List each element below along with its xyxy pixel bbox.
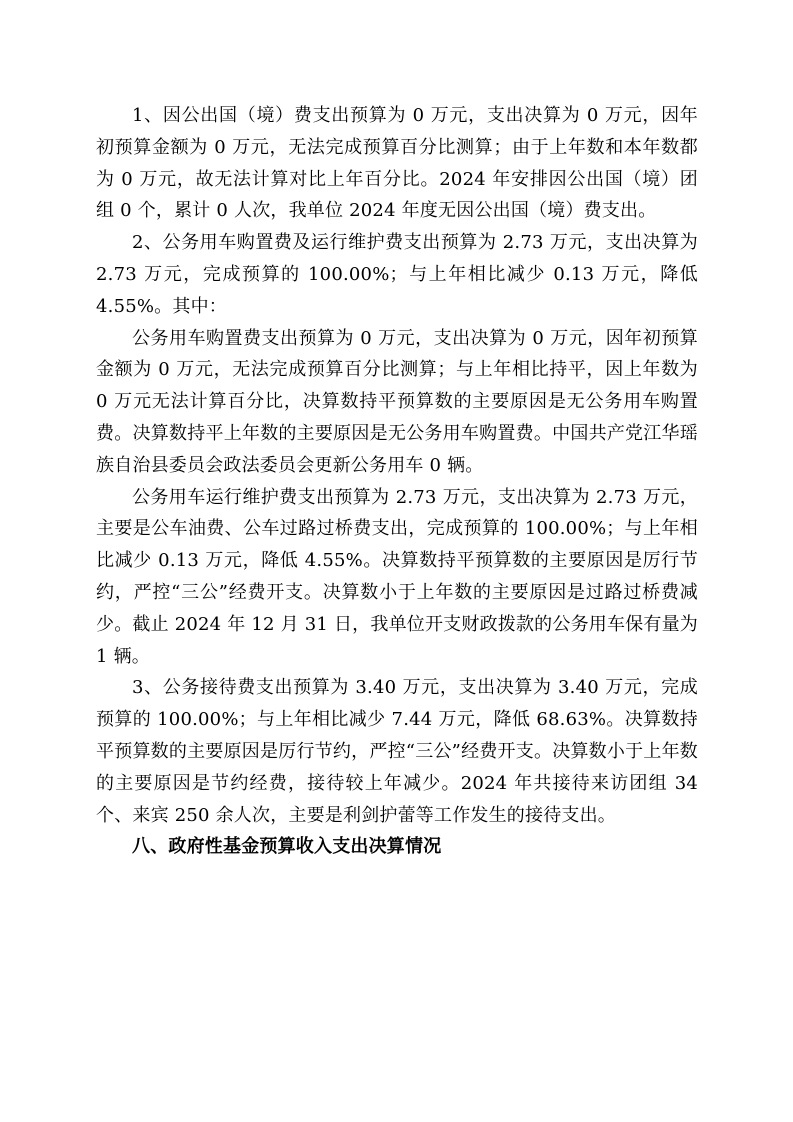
paragraph-vehicle-maintenance: 公务用车运行维护费支出预算为 2.73 万元，支出决算为 2.73 万元，主要是公车油费、公车过路过桥费支出，完成预算的 100.00%；与上年相比减少 0.13 万元，降低 4.55%。决算数持平预算数的主要原因是厉行节约，严控“三公”经费开支。决算数小于上年数的主要原因是过路过桥费减少。截止 2024 年 12 月 31 日，我单位开支财政拨款的公务用车保有量为 1 辆。	[96, 486, 698, 667]
paragraph-vehicle-expenses: 2、公务用车购置费及运行维护费支出预算为 2.73 万元，支出决算为 2.73 万元，完成预算的 100.00%；与上年相比减少 0.13 万元，降低 4.55%。其中：	[96, 232, 698, 317]
section-heading: 八、政府性基金预算收入支出决算情况	[132, 836, 442, 858]
document-body	[96, 100, 698, 863]
paragraph-reception-expenses: 3、公务接待费支出预算为 3.40 万元，支出决算为 3.40 万元，完成预算的 100.00%；与上年相比减少 7.44 万元，降低 68.63%。决算数持平预算数的主要原因是厉行节约，严控“三公”经费开支。决算数小于上年数的主要原因是节约经费，接待较上年减少。2024 年共接待来访团组 34 个、来宾 250 余人次，主要是利剑护蕾等工作发生的接待支出。	[96, 677, 698, 826]
paragraph-vehicle-purchase: 公务用车购置费支出预算为 0 万元，支出决算为 0 万元，因年初预算金额为 0 万元，无法完成预算百分比测算；与上年相比持平，因上年数为 0 万元无法计算百分比，决算数持平预算数的主要原因是无公务用车购置费。决算数持平上年数的主要原因是无公务用车购置费。中国共产党江华瑶族自治县委员会政法委员会更新公务用车 0 辆。	[96, 327, 698, 476]
paragraph-overseas-travel: 1、因公出国（境）费支出预算为 0 万元，支出决算为 0 万元，因年初预算金额为 0 万元，无法完成预算百分比测算；由于上年数和本年数都为 0 万元，故无法计算对比上年百分比。2024 年安排因公出国（境）团组 0 个，累计 0 人次，我单位 2024 年度无因公出国（境）费支出。	[96, 105, 698, 222]
